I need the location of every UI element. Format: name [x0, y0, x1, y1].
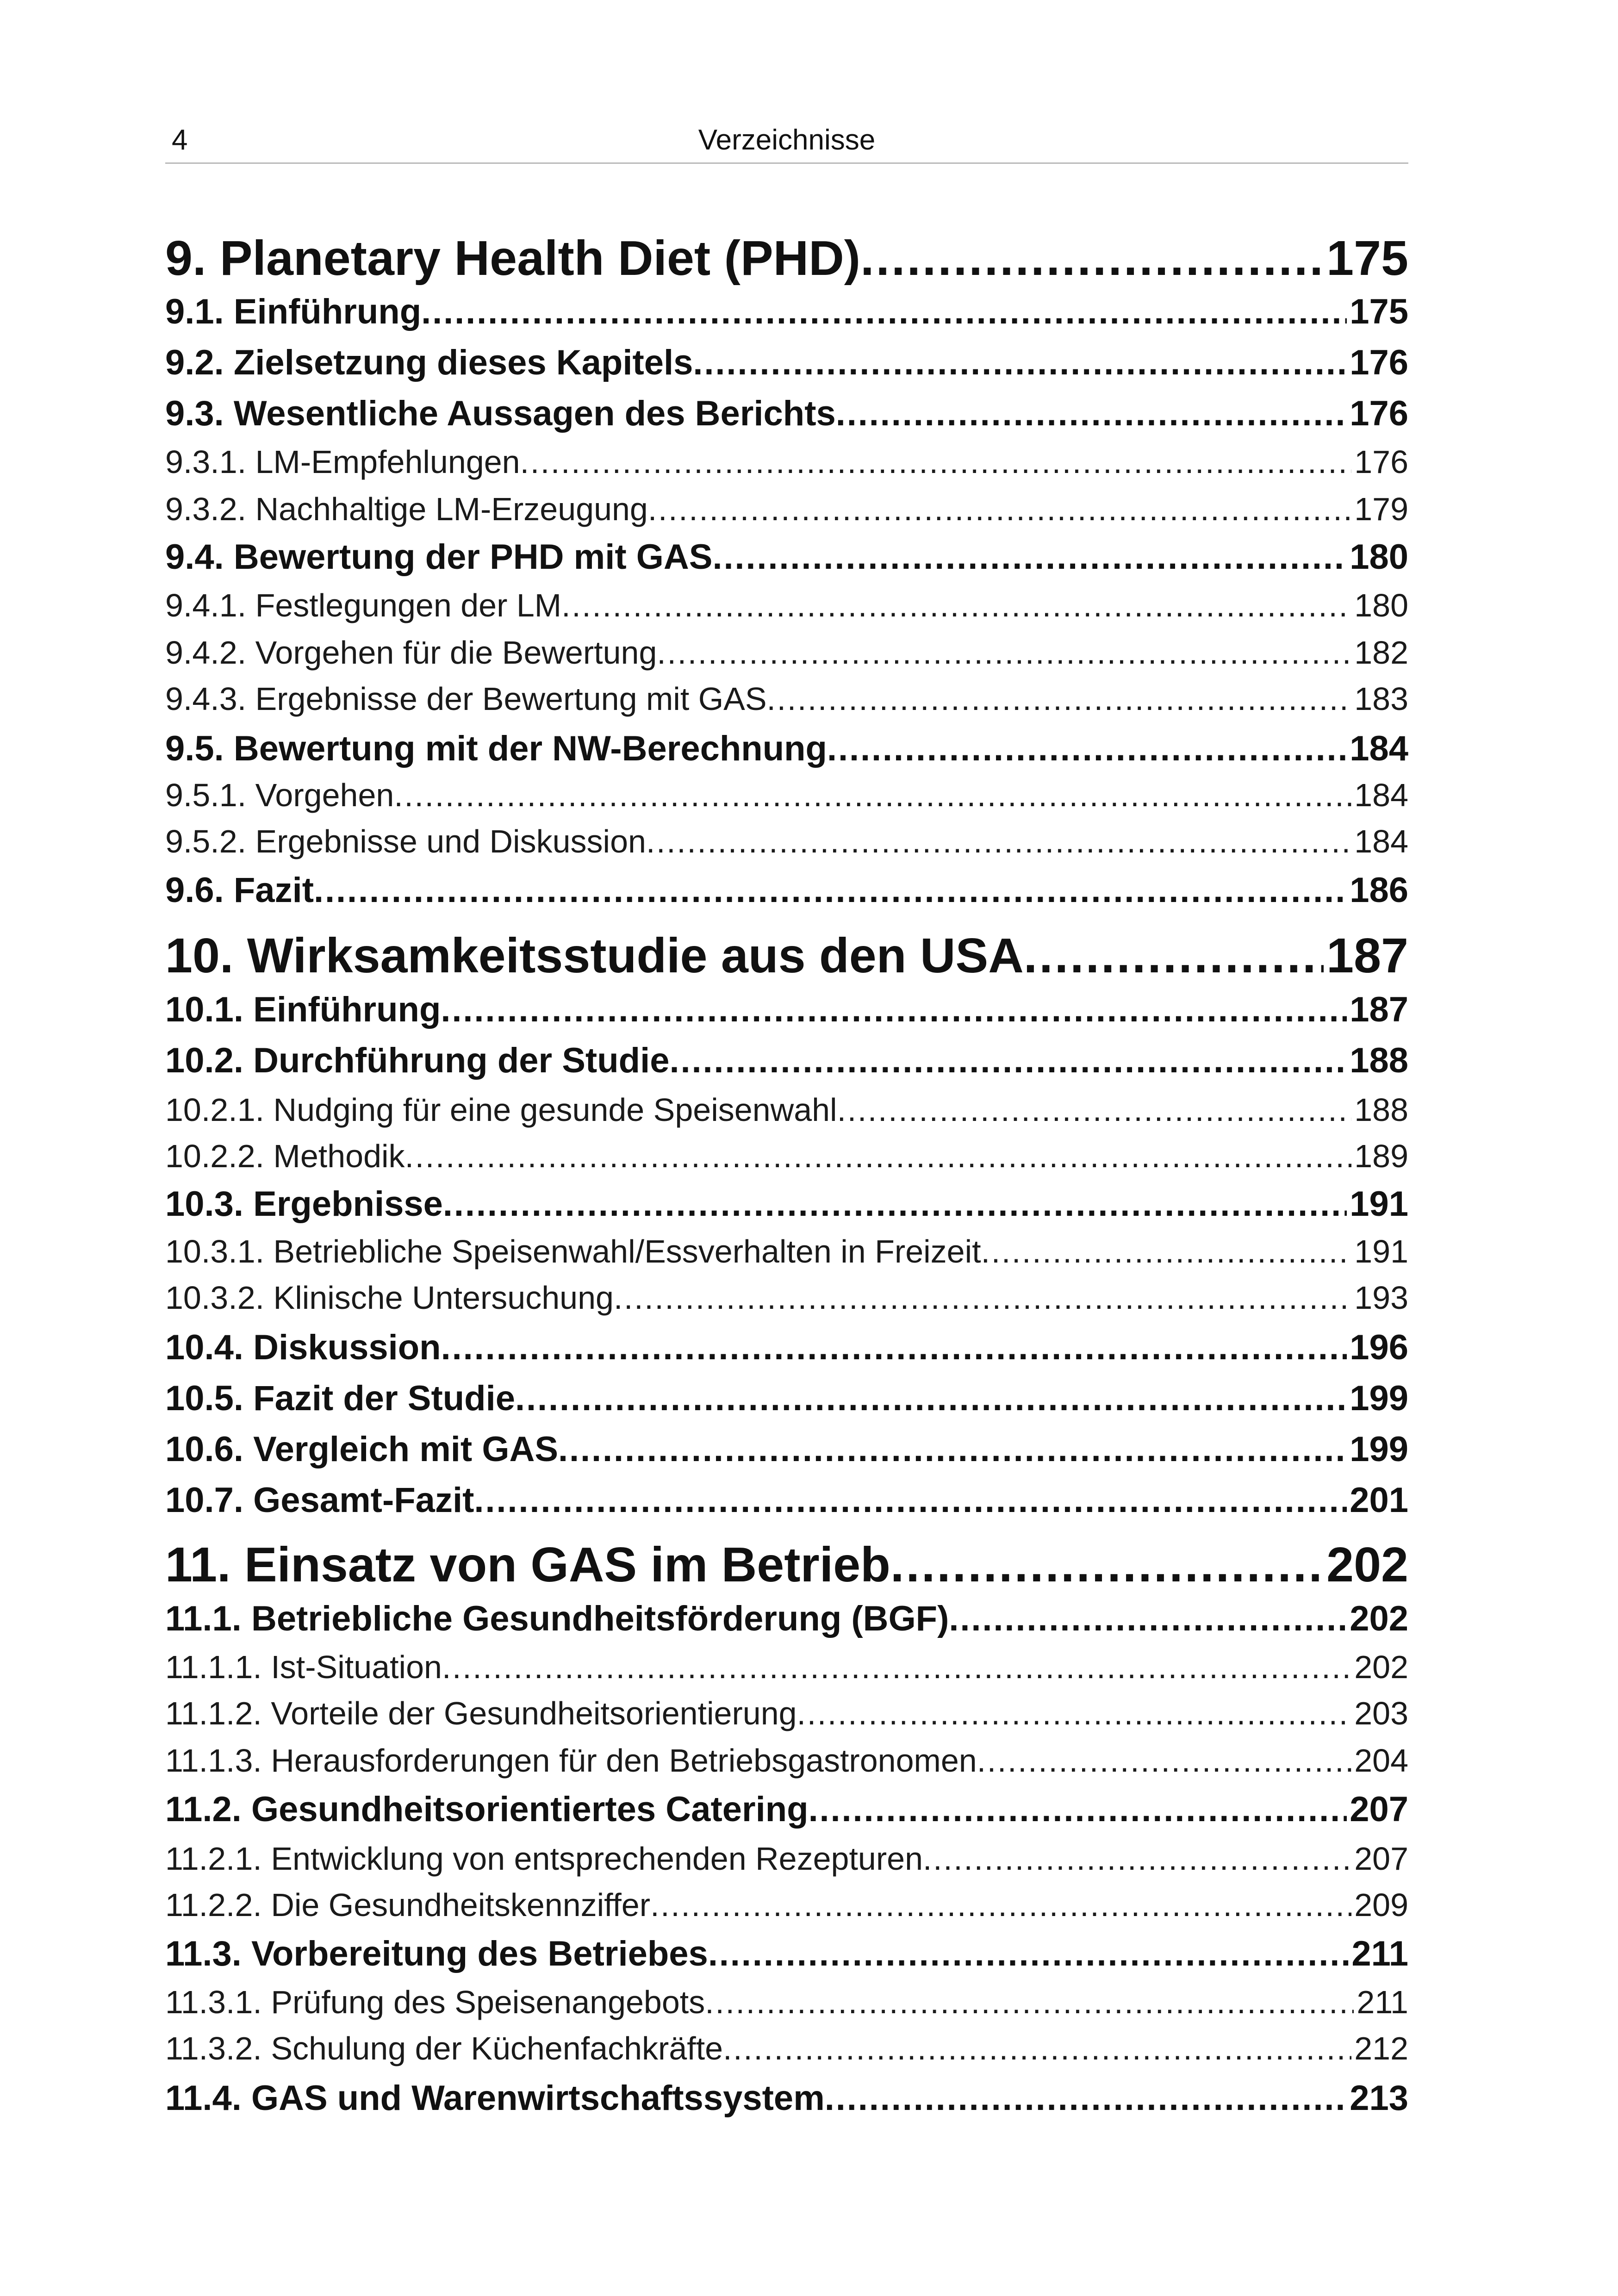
toc-entry-title: 10.2.1. Nudging für eine gesunde Speisenwahl [165, 1092, 837, 1128]
toc-entry-title: 11.2.2. Die Gesundheitskennziffer [165, 1887, 651, 1923]
toc-page-number: 184 [1350, 729, 1408, 768]
toc-page-number: 191 [1350, 1184, 1408, 1224]
toc-page-number: 180 [1350, 537, 1408, 577]
toc-page-number: 188 [1350, 1041, 1408, 1080]
dot-leader [949, 1595, 1347, 1643]
toc-entry[interactable] [165, 1786, 1408, 1834]
toc-entry-title: 11. Einsatz von GAS im Betrieb [165, 1537, 890, 1592]
toc-entry-title: 9.2. Zielsetzung dieses Kapitels [165, 343, 693, 382]
dot-leader [405, 1133, 1352, 1179]
toc-page-number: 193 [1354, 1280, 1408, 1316]
toc-entry[interactable] [165, 439, 1408, 485]
toc-page-number: 175 [1350, 292, 1408, 331]
toc-entry[interactable] [165, 390, 1408, 438]
toc-entry-title: 10.5. Fazit der Studie [165, 1379, 515, 1418]
toc-entry[interactable] [165, 2025, 1408, 2072]
toc-entry[interactable] [165, 1979, 1408, 2025]
toc-entry-title: 11.3. Vorbereitung des Betriebes [165, 1934, 708, 1973]
dot-leader [657, 629, 1351, 676]
toc-page-number: 180 [1354, 587, 1408, 623]
toc-entry-title: 9.1. Einführung [165, 292, 422, 331]
toc-entry-title: 11.2.1. Entwicklung von entsprechenden Rezepturen [165, 1841, 923, 1877]
toc-entry[interactable] [165, 1930, 1408, 1978]
toc-page-number: 201 [1350, 1481, 1408, 1520]
toc-entry-title: 11.1.2. Vorteile der Gesundheitsorientierung [165, 1695, 797, 1731]
dot-leader [558, 1425, 1347, 1474]
toc-page-number: 187 [1350, 990, 1408, 1029]
toc-entry[interactable] [165, 1180, 1408, 1228]
toc-entry[interactable] [165, 288, 1408, 336]
dot-leader [394, 772, 1351, 818]
dot-leader [614, 1275, 1351, 1321]
toc-entry[interactable] [165, 1133, 1408, 1179]
header-title: Verzeichnisse [698, 124, 876, 156]
toc-entry-title: 10.4. Diskussion [165, 1328, 441, 1367]
toc-entry-title: 10.7. Gesamt-Fazit [165, 1481, 474, 1520]
toc-page-number: 184 [1354, 823, 1408, 859]
toc-entry[interactable] [165, 866, 1408, 915]
dot-leader [723, 2025, 1351, 2072]
toc-entry-title: 10.2.2. Methodik [165, 1138, 405, 1174]
toc-entry[interactable] [165, 1324, 1408, 1372]
toc-entry[interactable] [165, 486, 1408, 532]
toc-page-number: 203 [1354, 1695, 1408, 1731]
toc-entry-title: 9.3. Wesentliche Aussagen des Berichts [165, 394, 836, 433]
toc-page-number: 182 [1354, 635, 1408, 671]
toc-entry[interactable] [165, 772, 1408, 818]
dot-leader [827, 725, 1347, 773]
dot-leader [441, 1324, 1347, 1372]
toc-entry-title: 10.3.1. Betriebliche Speisenwahl/Essverhalten in Freizeit [165, 1233, 981, 1269]
toc-page-number: 211 [1357, 1984, 1408, 2020]
toc-entry[interactable] [165, 228, 1408, 288]
toc-entry[interactable] [165, 926, 1408, 986]
dot-leader [650, 1882, 1351, 1928]
dot-leader [443, 1180, 1347, 1228]
toc-page-number: 179 [1354, 491, 1408, 527]
toc-page-number: 199 [1350, 1430, 1408, 1469]
toc-entry[interactable] [165, 582, 1408, 628]
dot-leader [923, 1836, 1351, 1882]
toc-entry[interactable] [165, 339, 1408, 387]
toc-entry-title: 10.6. Vergleich mit GAS [165, 1430, 559, 1469]
dot-leader [708, 1930, 1349, 1978]
toc-entry-title: 10.2. Durchführung der Studie [165, 1041, 670, 1080]
dot-leader [474, 1476, 1347, 1524]
toc-page-number: 176 [1354, 444, 1408, 480]
toc-page-number: 199 [1350, 1379, 1408, 1418]
toc-page-number: 207 [1350, 1790, 1408, 1829]
toc-entry[interactable] [165, 1535, 1408, 1595]
toc-entry[interactable] [165, 1644, 1408, 1690]
toc-page-number: 188 [1354, 1092, 1408, 1128]
toc-entry-title: 11.4. GAS und Warenwirtschaftssystem [165, 2078, 825, 2118]
toc-entry[interactable] [165, 725, 1408, 773]
running-header [165, 118, 1408, 164]
toc-page-number: 176 [1350, 343, 1408, 382]
toc-entry-title: 11.3.2. Schulung der Küchenfachkräfte [165, 2030, 723, 2066]
toc-entry[interactable] [165, 1882, 1408, 1928]
toc-entry[interactable] [165, 2074, 1408, 2122]
toc-entry-title: 9.4.1. Festlegungen der LM [165, 587, 562, 623]
toc-entry[interactable] [165, 818, 1408, 865]
toc-entry-title: 9.4.3. Ergebnisse der Bewertung mit GAS [165, 681, 767, 717]
toc-entry[interactable] [165, 1690, 1408, 1736]
toc-entry[interactable] [165, 986, 1408, 1034]
page-number: 4 [172, 124, 188, 156]
dot-leader [648, 486, 1351, 532]
toc-entry[interactable] [165, 676, 1408, 722]
toc-page-number: 211 [1351, 1934, 1408, 1973]
toc-entry-title: 9.3.2. Nachhaltige LM-Erzeugung [165, 491, 648, 527]
toc-entry[interactable] [165, 629, 1408, 676]
toc-page-number: 202 [1354, 1649, 1408, 1685]
dot-leader [1024, 926, 1324, 986]
dot-leader [646, 818, 1351, 865]
dot-leader [809, 1786, 1347, 1834]
dot-leader [977, 1737, 1352, 1784]
toc-entry-title: 10. Wirksamkeitsstudie aus den USA [165, 928, 1024, 983]
toc-entry-title: 10.1. Einführung [165, 990, 441, 1029]
toc-entry[interactable] [165, 1087, 1408, 1133]
toc-entry-title: 9.5.1. Vorgehen [165, 777, 394, 813]
dot-leader [561, 582, 1351, 628]
toc-entry[interactable] [165, 1476, 1408, 1524]
toc-page-number: 183 [1354, 681, 1408, 717]
dot-leader [520, 439, 1352, 485]
toc-entry-title: 9.4.2. Vorgehen für die Bewertung [165, 635, 657, 671]
toc-page-number: 196 [1350, 1328, 1408, 1367]
toc-page-number: 191 [1354, 1233, 1408, 1269]
toc-page-number: 184 [1354, 777, 1408, 813]
dot-leader [825, 2074, 1347, 2122]
toc-page-number: 187 [1326, 928, 1408, 983]
toc-page-number: 209 [1354, 1887, 1408, 1923]
toc-entry-title: 9.3.1. LM-Empfehlungen [165, 444, 520, 480]
toc-page-number: 176 [1350, 394, 1408, 433]
toc-entry[interactable] [165, 1037, 1408, 1085]
toc-entry-title: 9. Planetary Health Diet (PHD) [165, 231, 861, 286]
toc-page-number: 204 [1354, 1742, 1408, 1779]
toc-page-number: 202 [1350, 1599, 1408, 1638]
toc-page-number: 175 [1326, 231, 1408, 286]
dot-leader [693, 339, 1347, 387]
toc-entry[interactable] [165, 1595, 1408, 1643]
toc-page-number: 202 [1326, 1537, 1408, 1592]
toc-entry-title: 11.1.3. Herausforderungen für den Betriebsgastronomen [165, 1742, 977, 1779]
dot-leader [836, 390, 1347, 438]
toc-entry-title: 11.2. Gesundheitsorientiertes Catering [165, 1790, 809, 1829]
dot-leader [442, 1644, 1351, 1690]
toc-entry[interactable] [165, 1737, 1408, 1784]
toc-entry[interactable] [165, 1275, 1408, 1321]
toc-entry[interactable] [165, 1836, 1408, 1882]
toc-entry[interactable] [165, 533, 1408, 581]
book-page [165, 0, 1408, 2296]
dot-leader [515, 1375, 1347, 1423]
toc-entry-title: 9.4. Bewertung der PHD mit GAS [165, 537, 713, 577]
toc-entry-title: 10.3. Ergebnisse [165, 1184, 443, 1224]
toc-entry[interactable] [165, 1228, 1408, 1275]
toc-page-number: 212 [1354, 2030, 1408, 2066]
dot-leader [421, 288, 1347, 336]
toc-entry-title: 9.5. Bewertung mit der NW-Berechnung [165, 729, 827, 768]
dot-leader [712, 533, 1347, 581]
toc-entry-title: 11.1.1. Ist-Situation [165, 1649, 442, 1685]
dot-leader [981, 1228, 1352, 1275]
dot-leader [441, 986, 1347, 1034]
dot-leader [705, 1979, 1354, 2025]
dot-leader [837, 1087, 1352, 1133]
toc-entry-title: 10.3.2. Klinische Untersuchung [165, 1280, 614, 1316]
toc-page-number: 186 [1350, 871, 1408, 910]
dot-leader [860, 228, 1324, 288]
dot-leader [890, 1535, 1324, 1595]
dot-leader [797, 1690, 1352, 1736]
toc-entry-title: 11.1. Betriebliche Gesundheitsförderung (BGF) [165, 1599, 949, 1638]
toc-entry-title: 11.3.1. Prüfung des Speisenangebots [165, 1984, 705, 2020]
dot-leader [314, 866, 1347, 915]
toc-entry-title: 9.5.2. Ergebnisse und Diskussion [165, 823, 646, 859]
toc-entry[interactable] [165, 1375, 1408, 1423]
toc-page-number: 189 [1354, 1138, 1408, 1174]
toc-entry-title: 9.6. Fazit [165, 871, 314, 910]
dot-leader [767, 676, 1352, 722]
toc-page-number: 207 [1354, 1841, 1408, 1877]
toc-page-number: 213 [1350, 2078, 1408, 2118]
toc-entry[interactable] [165, 1425, 1408, 1474]
dot-leader [669, 1037, 1347, 1085]
